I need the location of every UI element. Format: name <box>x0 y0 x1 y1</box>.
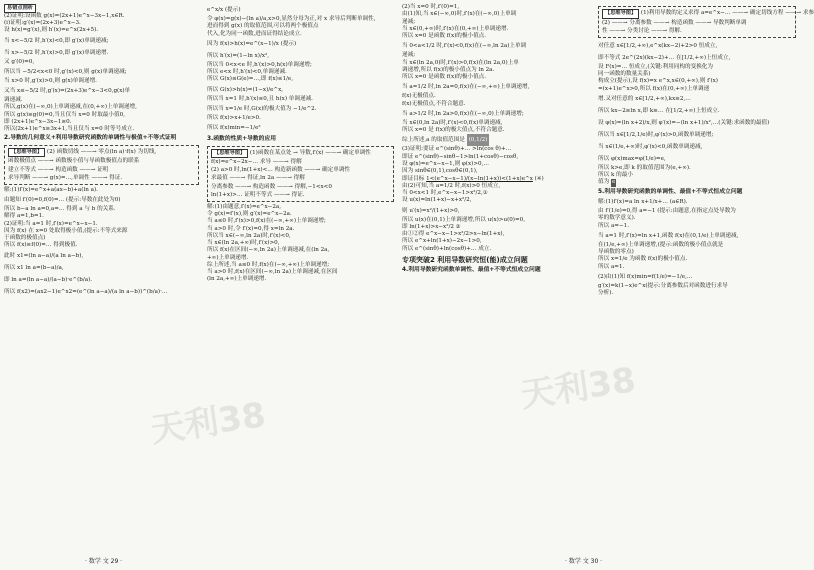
text-line: 设 φ(x)=e^x−x−1,则 φ(x)>0,… <box>402 160 489 167</box>
text-line: 因为 f(x) 在 x=0 处取得极小值,(提示:不等式来源 <box>4 227 128 234</box>
text-line: 当 a>0 时,f(x)在区间(−∞,ln 2a)上单调递减,在区间 <box>207 269 338 276</box>
watermark-left: 天利38 <box>148 395 269 451</box>
text-line: 所以 g(x)≥g(0)=0,当且仅当 x=0 时取最小值0, <box>4 111 125 118</box>
mindmap-line: (2) a>0 时,ln(1+x)<… 构造新函数 ——→ 确定单调性 <box>211 167 351 174</box>
text-line: 代入,化为同一函数,进而证得结论成立. <box>207 30 302 37</box>
text-line: 解:(1)f′(x)=e^x+a(ax−b)+a(ln a). <box>4 186 98 193</box>
text-line: 令 φ(x)=g(x)−(ln a)/a,x>0,显然分母为正,对 x 求导后判断单调性, <box>207 16 376 22</box>
text-line: 由(2)可知,当 a=1/2 时,f(x)>0 恒成立, <box>402 182 501 189</box>
text-line: 所以 G(x)≤G(e)=…,即 f(x)≤1/e, <box>207 76 294 83</box>
text-line: 又 g′(0)=0, <box>4 58 35 65</box>
text-line: 又当 x≤−5/2 时,g′(x)=(2x+3)e^x−3<0,g(x)单 <box>4 88 131 95</box>
text-line: 所以当 x∈(−∞,ln 2a)时,f′(x)<0, <box>207 232 291 239</box>
text-line: (2)证明:设函数 g(x)=(2x+1)e^x−3x−1,x∈R. <box>4 12 125 19</box>
text-line: =(x+1)e^x>0,所以 f(x)在(0,+∞)上单调递 <box>598 85 710 92</box>
text-line: 所以 kx−2≥ln x,即 k≥… 在[1/2,+∞)上恒成立. <box>598 107 720 114</box>
mindmap-tag: 【思维导图】 <box>211 149 248 159</box>
text-line: 当 x∈(ln 2a,+∞)时,f′(x)>0, <box>207 240 280 247</box>
text-line: 所以 a=1. <box>598 263 625 270</box>
column-1 <box>4 4 199 298</box>
text-line: 所以 x=0 是函数 f(x)的极小值点. <box>402 74 487 81</box>
text-line: (ln 2a,+∞)上单调递增. <box>207 276 267 283</box>
mindmap-tag: 【思维导图】 <box>8 148 45 158</box>
text-line: 当 x>0 时,g′(x)>0,则 g(x)单调递增. <box>4 77 97 84</box>
text-line: 所以 f(x)min=−1/e² <box>207 125 261 132</box>
watermark-right: 天利38 <box>518 360 639 416</box>
mindmap-line: 性 ——→ 分类讨论 ——→ 得解. <box>602 27 682 34</box>
text-line: 进而得到 g(x) 的取值范围,可以将两个极值点 <box>207 23 319 30</box>
text-line: 增.又对任意的 x∈[1/2,+∞),kx≥2,… <box>598 95 691 102</box>
text-line: 设 u(x)=ln(1+x)−x+x²/2, <box>402 197 472 204</box>
text-line: 综上所述,a 的取值范围是 <box>402 137 465 144</box>
mindmap-box <box>207 146 394 202</box>
text-line: 解:(1)f′(x)=a ln x+1/x+… (a∈R). <box>598 199 688 206</box>
text-line: 所以 e^x+ln(1+x)−2x−1>0, <box>402 238 482 245</box>
text-line: 所以 f(x)在区间(−∞,ln 2a)上单调递减,在(ln 2a, <box>207 247 330 254</box>
text-line: 当 x∈(0,+∞)时,f′(x)在(0,+∞)上单调递增. <box>402 25 509 32</box>
text-line: 即 ln a=(ln a−a)/(a−b)·e^(b/a). <box>4 276 93 283</box>
text-line: 所以 f(x)≥f(0)=… 得到极值. <box>4 242 78 249</box>
text-line: 于函数的极值点) <box>4 235 46 242</box>
text-line: 解:(1)由题意,f′(x)=e^x−2a, <box>207 203 282 210</box>
text-line: +∞)上单调递增. <box>207 254 249 261</box>
text-line: 解得 a=1,b=1. <box>4 213 44 220</box>
text-line: 因为 f(x)>h(x)=e^(x−1)/x (提示) <box>207 40 297 47</box>
text-line: (※) <box>534 175 544 182</box>
mindmap-tag: 【思维导图】 <box>602 9 639 19</box>
text-line: 则 u′(x)=x²/(1+x)>0, <box>402 207 460 214</box>
text-line: 即 (2x+1)e^x−3x−1≥0. <box>4 118 72 125</box>
text-line: (2)证明:当 a=1 时,f′(x)=e^x−x−1. <box>4 220 98 227</box>
text-line: 设 F(x)=… 恒成立,(关键:利用同构的变换化为 <box>598 63 713 70</box>
text-line: 所以当 0<x<e 时,h′(x)>0,h(x)单调递增; <box>207 61 312 68</box>
text-line: 所以 x1 ln a=(b−a)/a, <box>4 264 64 271</box>
text-line: 同一函数的数量关系) <box>598 71 651 78</box>
text-line: 所以 φ(x)max=φ(1/e)=e, <box>598 155 666 162</box>
section-heading: 3.函数的性质+导数的应用 <box>207 136 277 143</box>
column-4 <box>598 4 814 298</box>
text-line: 即 ln(1+x)>x−x²/2 ② <box>402 223 461 230</box>
mindmap-box <box>4 145 199 185</box>
mindmap-box <box>598 6 814 38</box>
text-line: 所以当 x=1/e 时,G(x)的极大值为 −1/e^2. <box>207 105 317 112</box>
text-line: 设 φ(x)=(ln x+2)/x,则 φ′(x)=−(ln x+1)/x²,…(关键:求函数的最值) <box>598 119 770 126</box>
mindmap-line: (2) ——→ 分离参数 ——→ 构造函数 ——→ 导数判断单调 <box>602 19 747 26</box>
text-line: 因为 sinθ∈(0,1),cosθ∈(0,1), <box>402 168 478 175</box>
text-line: 导函数的零点) <box>598 249 634 256</box>
text-line: (3)证明:要证 e^(sinθ)+… >ln(cos θ)+… <box>402 146 512 153</box>
mindmap-line: 函数极值点 ——→ 函数极小值与导函数极值点的联系 <box>8 158 140 165</box>
text-line: 当 a>1/2 时,ln 2a>0,f(x)在(−∞,0)上单调递增; <box>402 110 524 117</box>
text-line: 所以 G(x)>h(x)=(1−x)/e^x, <box>207 86 284 93</box>
text-line: f(x)无极值点. <box>402 93 436 100</box>
text-line: 值为 <box>598 179 610 186</box>
mindmap-line: (1)利用导数的定义求得 a=e^x−… ——→ 确定切线方程 ——→ 求参 <box>640 10 814 16</box>
answer-highlight: e <box>611 179 616 186</box>
text-line: 所以 x=0 是 f(x)的极大值点,不符合题意. <box>402 127 505 134</box>
text-line: 对任意 x∈[1/2,+∞),e^x(kx−2)+2>0 恒成立, <box>598 42 718 49</box>
text-line: 当 a>0 时,令 f′(x)=0,得 x=ln 2a. <box>207 225 295 232</box>
text-line: 递减; <box>402 52 416 59</box>
text-line: (2)当 x=0 时,f′(0)=1, <box>402 4 460 10</box>
mindmap-line: (2) 函数切线 ——→ 零点(ln a)·f(x) 为切线, <box>46 148 157 155</box>
column-3 <box>402 4 592 275</box>
text-line: 当 x∈(ln 2a,0)时,f′(x)>0,f(x)在(ln 2a,0)上单 <box>402 59 519 66</box>
text-line: 当 x<−5/2 时,h′(x)<0,即 g′(x)单调递减; <box>4 37 109 44</box>
text-line: 当 a≤0 时,f′(x)>0,f(x)在(−∞,+∞)上单调递增; <box>207 218 326 225</box>
page-number-left: · 数学 文 29 · <box>85 558 123 565</box>
text-line: 所以,g(x)在(−∞,0)上单调递减,在(0,+∞)上单调递增, <box>4 104 137 111</box>
text-line: 当 x∈(0,ln 2a)时,f′(x)<0,f(x)单调递减, <box>402 119 503 126</box>
text-line: 当 0<a<1/2 时,f′(x)<0,f(x)在(−∞,ln 2a)上单调 <box>402 43 527 50</box>
text-line: 此时 x1=(ln a−a)/(a ln a−b), <box>4 252 84 259</box>
text-line: 设 h(x)=g′(x),则 h′(x)=e^x(2x+5). <box>4 27 99 34</box>
text-line: 递减; <box>402 18 416 25</box>
text-line: f(x)无极值点,不符合题意. <box>402 100 466 107</box>
text-line: 所以 f(x)>x+1/e>0. <box>207 114 261 121</box>
section-heading: 2.导数的几何意义+利用导数研究函数的单调性与极值+不等式证明 <box>4 135 177 142</box>
text-line: 由(1)知,当 x∈(−∞,0)时,f′(x)在(−∞,0)上单调 <box>402 11 517 18</box>
text-line: 所以当 x=1 时,h′(x)≤0,且 h(x) 单调递减. <box>207 95 313 102</box>
text-line: 由题知 f′(0)=0,f(0)=… (提示:导数在此处为0) <box>4 197 121 204</box>
mindmap-line: f(x)=e^x−2x−… 求导 ——→ 得解 <box>211 159 302 166</box>
text-line: e^x/x (提示) <box>207 7 241 13</box>
special-section-title: 专项突破2 利用导数研究恒(能)成立问题 <box>402 255 528 264</box>
text-line: 所以当 −5/2<x<0 时,g′(x)<0,则 g(x)单调递减; <box>4 68 127 75</box>
text-line: 所以 k 的最小 <box>598 172 633 179</box>
text-line: 令 g(x)=f′(x),则 g′(x)=e^x−2a. <box>207 211 292 217</box>
text-line: 所以(2x+1)e^x≥3x+1,当且仅当 x=0 时等号成立. <box>4 126 135 133</box>
text-line: 所以 x=1/e 为函数 f(x)的极小值点. <box>598 256 688 263</box>
text-line: 综上所述,当 a≤0 时,f(x)在(−∞,+∞)上单调递增; <box>207 261 330 268</box>
text-line: g′(x)=k(1−x)e^x(提示:分离参数后对函数进行求导 <box>598 283 728 289</box>
mindmap-line: (1)函数在某点处 → 导数,f′(x) ——→ 确定单调性 <box>249 149 371 156</box>
text-line: 当 x>−5/2 时,h′(x)>0,即 g′(x)单调递增. <box>4 49 109 56</box>
text-line: 所以 e<x 时,h′(x)<0,单调递减. <box>207 69 287 76</box>
text-line: 所以 k>e,即 k 的取值范围为(e,+∞). <box>598 164 691 171</box>
page-number-right: · 数学 文 30 · <box>565 558 603 565</box>
mindmap-line: 求最值 ——→ 得证,ln 2a ——→ 得解 <box>211 175 305 182</box>
text-line: 调递减. <box>4 97 23 104</box>
text-line: 所以当 x∈[1/2,1/e)时,φ′(x)>0,函数单调递增; <box>598 131 714 138</box>
text-line: 即证 e^(sinθ)−sinθ−1>ln(1+cosθ)−cosθ, <box>402 153 519 160</box>
text-line: (2)由(1)知 f(x)min=f(1/e)=−1/e,… <box>598 274 693 280</box>
text-line: 当 x∈(1/e,+∞)时,φ′(x)<0,函数单调递减, <box>598 143 703 150</box>
text-line: 即证目标 <box>402 175 425 182</box>
text-line: 当 0<x<1 时,e^x−x−1>x²/2,① <box>402 190 488 197</box>
text-line: 当 a=1/2 时,ln 2a=0,f(x)在(−∞,+∞)上单调递增, <box>402 84 530 91</box>
mindmap-line: 分离参数 ——→ 构造函数 ——→ 得解,−1<x<0 <box>211 183 332 190</box>
mindmap-line: 建立不等式 ——→ 构造函数 ——→ 证明 <box>8 166 109 173</box>
mindmap-line: ln(1+x)>… 证明不等式 ——→ 得证. <box>211 191 305 198</box>
top-tag: 易错点剖析 <box>4 4 36 13</box>
text-line: 所以 u(x)在(0,1)上单调递增,所以 u(x)>u(0)=0, <box>402 216 526 223</box>
text-line: 所以 x=0 是函数 f(x)的极小值点. <box>402 33 487 40</box>
text-line: 在(1/e,+∞)上单调递增,(提示:函数的极小值点就是 <box>598 241 724 248</box>
text-line: (i)证明:g′(x)=(2x+3)e^x−3. <box>4 20 81 27</box>
mindmap-line: 求导判断 ——→ g(x)=…,单调性 ——→ 得证. <box>8 174 123 181</box>
answer-highlight: (0,1/2) <box>467 134 490 146</box>
text-line: 由 f′(1/e)=0,得 a=−1 (提示:由题意,在指定点处导数为 <box>598 208 736 215</box>
text-line: 所以 a=−1. <box>598 222 630 229</box>
text-line: 当 a=1 时,f′(x)=ln x+1,函数 f(x)在(0,1/e)上单调递减, <box>598 232 739 239</box>
text-line: 所以 e^(sinθ)+ln(cosθ)+… 成立. <box>402 245 492 252</box>
section-heading: 4.利用导数研究函数单调性、最值+不等式恒成立问题 <box>402 267 541 273</box>
text-line: 由①②得 e^x−x−1>x²/2>x−ln(1+x), <box>402 231 505 238</box>
text-line: 构成立(提示),设 f(x)=x e^x,x∈(0,+∞),则 f′(x) <box>598 78 718 85</box>
text-line: 调递增,所以 f(x)的极小值点为 ln 2a. <box>402 66 495 73</box>
text-line: 零的数学意义). <box>598 215 636 222</box>
text-line: 即不等式 2e^(2x)(kx−2)+… 在[1/2,+∞)上恒成立, <box>598 54 731 61</box>
text-line: 所以 h′(x)=(1−ln x)/x², <box>207 52 270 59</box>
section-heading: 5.利用导数研究函数的单调性、最值+不等式恒成立问题 <box>598 188 743 195</box>
text-line: 所以 b−a ln a=0,a=… 得到 a 与 b 的关系. <box>4 206 116 213</box>
text-line: 分析). <box>598 290 614 297</box>
underlined-target: 1<(e^x−x−1)/(x−ln(1+x))<(1+x)e^x <box>426 175 533 182</box>
text-line: 所以 f(x2)=(ax2−1)e^x2=(e^(ln a−a)/(a ln a−b))^(b/a)·… <box>4 288 168 295</box>
column-2 <box>207 4 394 284</box>
